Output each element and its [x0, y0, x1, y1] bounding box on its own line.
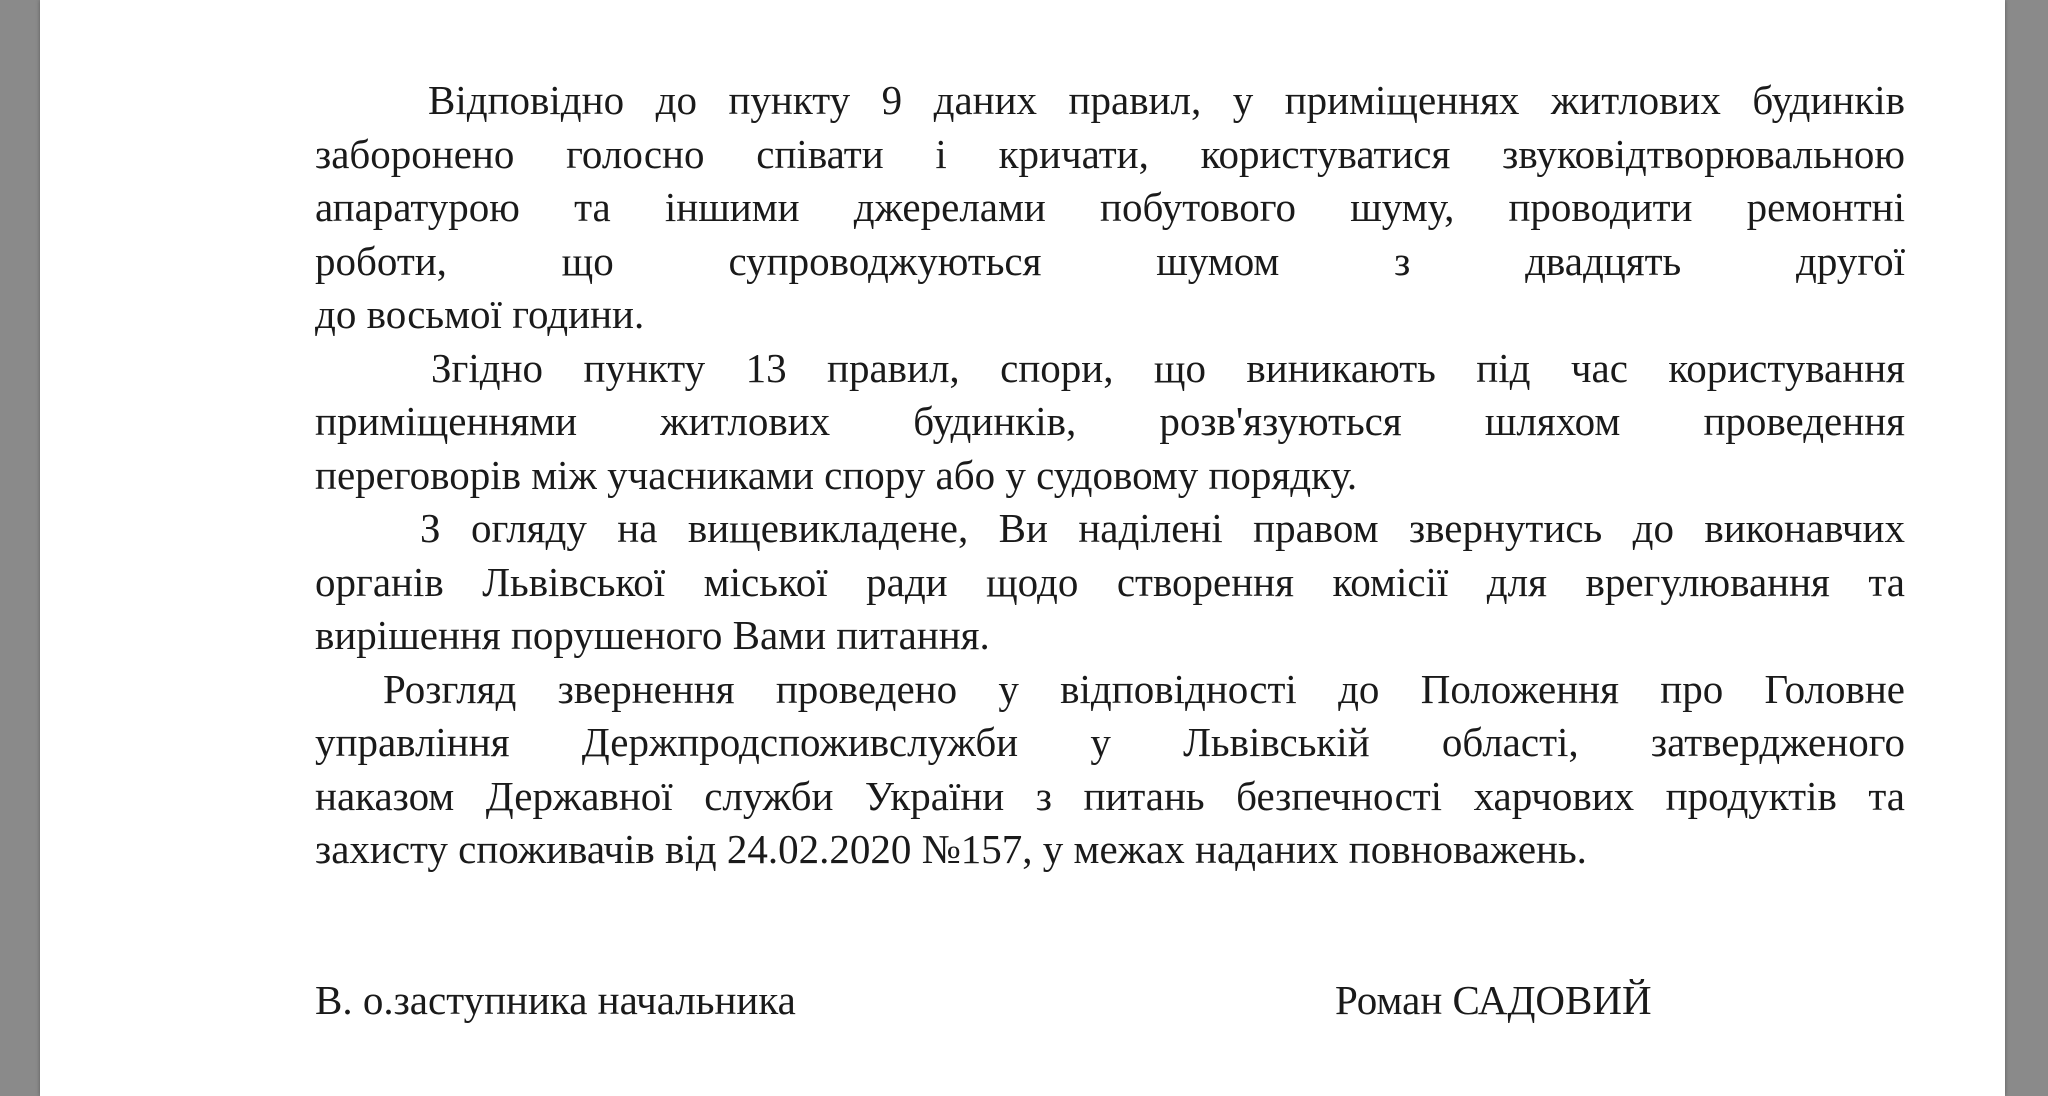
signature-position: В. о.заступника начальника	[315, 977, 796, 1023]
paragraph-line: переговорів між учасниками спору або у судовому порядку.	[315, 451, 1358, 498]
paragraph-line: Відповідно до пункту 9 даних правил, у приміщеннях житлових будинків	[428, 77, 1905, 123]
paragraph-line: наказом Державної служби України з питань безпечності харчових продуктів та	[315, 772, 1905, 819]
paragraph-line: З огляду на вищевикладене, Ви наділені правом звернутись до виконавчих	[420, 505, 1905, 551]
signature-name: Роман САДОВИЙ	[1335, 977, 1652, 1023]
paragraph-line: роботи, що супроводжуються шумом з двадцять другої	[315, 237, 1905, 284]
paragraph-line: Згідно пункту 13 правил, спори, що виникають під час користування	[431, 344, 1905, 391]
paragraph-line: органів Львівської міської ради щодо створення комісії для врегулювання та	[315, 558, 1905, 605]
paragraph-line: приміщеннями житлових будинків, розв'язуються шляхом проведення	[315, 398, 1905, 444]
paragraph-line: Розгляд звернення проведено у відповідності до Положення про Головне	[383, 665, 1905, 712]
paragraph-line: захисту споживачів від 24.02.2020 №157, у межах наданих повноважень.	[315, 826, 1587, 872]
paragraph-line: заборонено голосно співати і кричати, користуватися звуковідтворювальною	[315, 130, 1905, 177]
paragraph-disputes	[315, 342, 1905, 503]
paragraph-regulation	[315, 663, 1905, 877]
paragraph-line: вирішення порушеного Вами питання.	[315, 612, 990, 658]
paragraph-line: до восьмої години.	[315, 291, 645, 337]
paragraph-line: апаратурою та іншими джерелами побутового шуму, проводити ремонтні	[315, 184, 1905, 230]
document-body	[315, 74, 1905, 877]
document-page	[40, 0, 2005, 1096]
paragraph-line: управління Держпродспоживслужби у Львівській області, затвердженого	[315, 719, 1905, 765]
paragraph-noise-rules	[315, 74, 1905, 342]
paragraph-conclusion	[315, 502, 1905, 663]
